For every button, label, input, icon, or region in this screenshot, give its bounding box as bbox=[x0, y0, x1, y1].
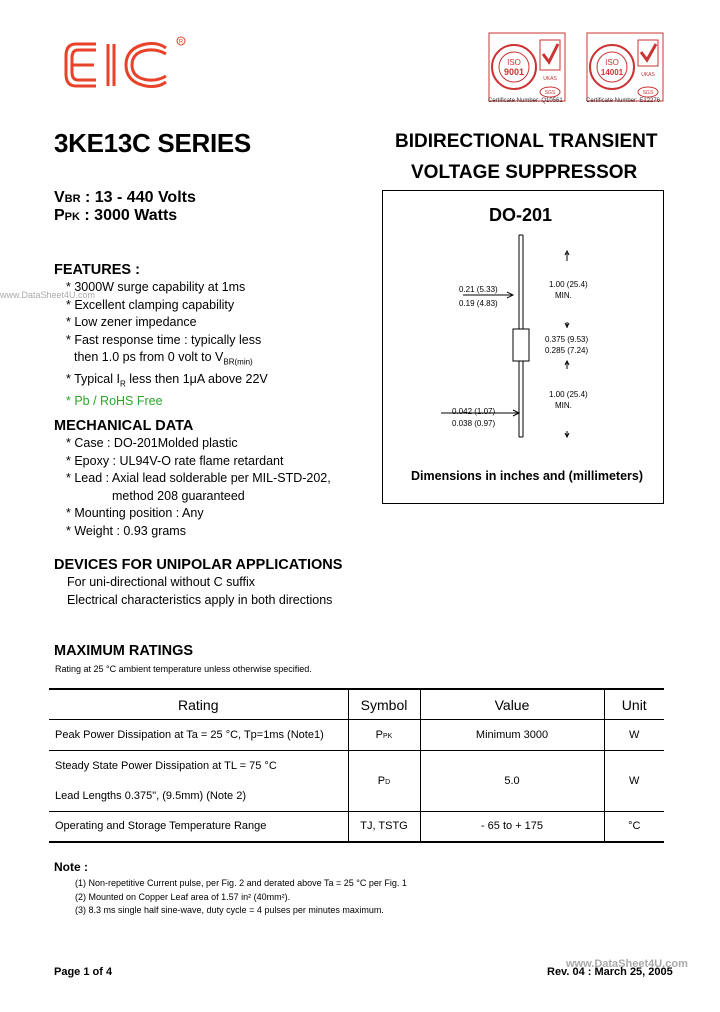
svg-text:9001: 9001 bbox=[503, 67, 525, 77]
unipolar-list bbox=[67, 574, 332, 609]
table-header-row bbox=[49, 689, 664, 720]
cell-rating: Operating and Storage Temperature Range bbox=[49, 812, 348, 842]
cell-symbol: PPK bbox=[348, 720, 420, 751]
list-item: * Mounting position : Any bbox=[66, 506, 204, 520]
cert-iso9001 bbox=[488, 32, 566, 115]
list-item: * Low zener impedance bbox=[66, 315, 197, 329]
list-item: Electrical characteristics apply in both directions bbox=[67, 592, 333, 607]
ratings-heading: MAXIMUM RATINGS bbox=[54, 643, 194, 659]
svg-text:R: R bbox=[178, 39, 184, 46]
list-item: * Lead : Axial lead solderable per MIL-STD-202, bbox=[66, 471, 331, 485]
dim-length-bot-2: MIN. bbox=[555, 401, 572, 410]
ratings-subheading: Rating at 25 °C ambient temperature unless otherwise specified. bbox=[55, 664, 312, 674]
note-item: (2) Mounted on Copper Leaf area of 1.57 in² (40mm²). bbox=[75, 891, 291, 902]
package-drawing-box bbox=[382, 190, 664, 504]
col-symbol: Symbol bbox=[348, 689, 420, 720]
notes-heading: Note : bbox=[54, 860, 88, 874]
svg-text:14001: 14001 bbox=[600, 68, 624, 77]
spec-ppk: PPK : 3000 Watts bbox=[54, 207, 178, 224]
subtitle-line-2: VOLTAGE SUPPRESSOR bbox=[411, 162, 638, 183]
list-item: * Epoxy : UL94V-O rate flame retardant bbox=[66, 453, 284, 468]
cell-value: Minimum 3000 bbox=[420, 720, 604, 751]
mechanical-list bbox=[66, 435, 331, 540]
features-heading: FEATURES : bbox=[54, 262, 140, 278]
dim-length-bot-1: 1.00 (25.4) bbox=[549, 390, 588, 399]
list-item: * Weight : 0.93 grams bbox=[66, 523, 186, 538]
dim-lead-top-1: 0.21 (5.33) bbox=[459, 285, 498, 294]
unipolar-heading: DEVICES FOR UNIPOLAR APPLICATIONS bbox=[54, 557, 343, 573]
dim-length-top-2: MIN. bbox=[555, 291, 572, 300]
watermark: www.DataSheet4U.com bbox=[566, 958, 688, 970]
package-caption: Dimensions in inches and (millimeters) bbox=[411, 469, 644, 483]
list-item: method 208 guaranteed bbox=[112, 488, 245, 503]
svg-text:UKAS: UKAS bbox=[641, 72, 655, 78]
cert-iso14001 bbox=[586, 32, 664, 115]
table-row bbox=[49, 812, 664, 842]
cell-unit: W bbox=[604, 751, 664, 812]
notes-list bbox=[75, 877, 407, 918]
note-item: (3) 8.3 ms single half sine-wave, duty cycle = 4 pulses per minutes maximum. bbox=[75, 905, 384, 915]
cell-value: 5.0 bbox=[420, 751, 604, 812]
spec-vbr: VBR : 13 - 440 Volts bbox=[54, 189, 196, 206]
list-item: * Fast response time : typically less bbox=[66, 332, 262, 347]
cell-rating: Steady State Power Dissipation at TL = 75 °C Lead Lengths 0.375", (9.5mm) (Note 2) bbox=[49, 751, 348, 812]
dim-lead-top-2: 0.19 (4.83) bbox=[459, 299, 498, 308]
eic-logo bbox=[62, 34, 190, 96]
mechanical-heading: MECHANICAL DATA bbox=[54, 418, 194, 434]
dim-lead-dia-2: 0.038 (0.97) bbox=[452, 419, 496, 428]
list-item: * Excellent clamping capability bbox=[66, 297, 235, 312]
dim-body-2: 0.285 (7.24) bbox=[545, 346, 589, 355]
list-item: then 1.0 ps from 0 volt to $V_{BR(min)}$ bbox=[74, 350, 253, 367]
dim-length-top-1: 1.00 (25.4) bbox=[549, 280, 588, 289]
col-value: Value bbox=[420, 689, 604, 720]
page-number: Page 1 of 4 bbox=[54, 966, 113, 978]
svg-text:ISO: ISO bbox=[507, 58, 521, 67]
col-rating: Rating bbox=[49, 689, 348, 720]
col-unit: Unit bbox=[604, 689, 664, 720]
svg-text:UKAS: UKAS bbox=[543, 76, 557, 82]
list-item: * Case : DO-201Molded plastic bbox=[66, 436, 238, 450]
table-row bbox=[49, 720, 664, 751]
svg-text:ISO: ISO bbox=[605, 58, 619, 67]
list-item: * 3000W surge capability at 1ms bbox=[66, 280, 246, 294]
svg-text:SGS: SGS bbox=[642, 90, 654, 96]
revision-date: Rev. 04 : March 25, 2005 bbox=[547, 966, 673, 978]
cell-unit: °C bbox=[604, 812, 664, 842]
cert-label: Certificate Number: Q10561 bbox=[488, 98, 563, 104]
note-item: (1) Non-repetitive Current pulse, per Fig. 2 and derated above Ta = 25 °C per Fig. 1 bbox=[75, 878, 407, 888]
cell-symbol: TJ, TSTG bbox=[348, 812, 420, 842]
cell-symbol: PD bbox=[348, 751, 420, 812]
watermark: www.DataSheet4U.com bbox=[0, 290, 96, 300]
list-item: * Typical $I_R$ less then 1μA above 22V bbox=[66, 372, 268, 389]
features-list bbox=[66, 279, 268, 411]
cell-rating: Peak Power Dissipation at Ta = 25 °C, Tp=1ms (Note1) bbox=[49, 720, 348, 751]
subtitle-line-1: BIDIRECTIONAL TRANSIENT bbox=[395, 131, 658, 152]
package-outline-drawing bbox=[383, 191, 663, 503]
dim-body-1: 0.375 (9.53) bbox=[545, 335, 589, 344]
list-item: For uni-directional without C suffix bbox=[67, 575, 256, 589]
cell-value: - 65 to + 175 bbox=[420, 812, 604, 842]
package-name: DO-201 bbox=[489, 205, 553, 225]
ratings-table bbox=[49, 688, 664, 843]
cert-label: Certificate Number: E12276 bbox=[586, 98, 661, 104]
page-title: 3KE13C SERIES bbox=[54, 128, 251, 158]
list-item-rohs: * Pb / RoHS Free bbox=[66, 394, 163, 408]
svg-text:SGS: SGS bbox=[544, 90, 556, 96]
table-row bbox=[49, 751, 664, 812]
cell-unit: W bbox=[604, 720, 664, 751]
dim-lead-dia-1: 0.042 (1.07) bbox=[452, 407, 496, 416]
